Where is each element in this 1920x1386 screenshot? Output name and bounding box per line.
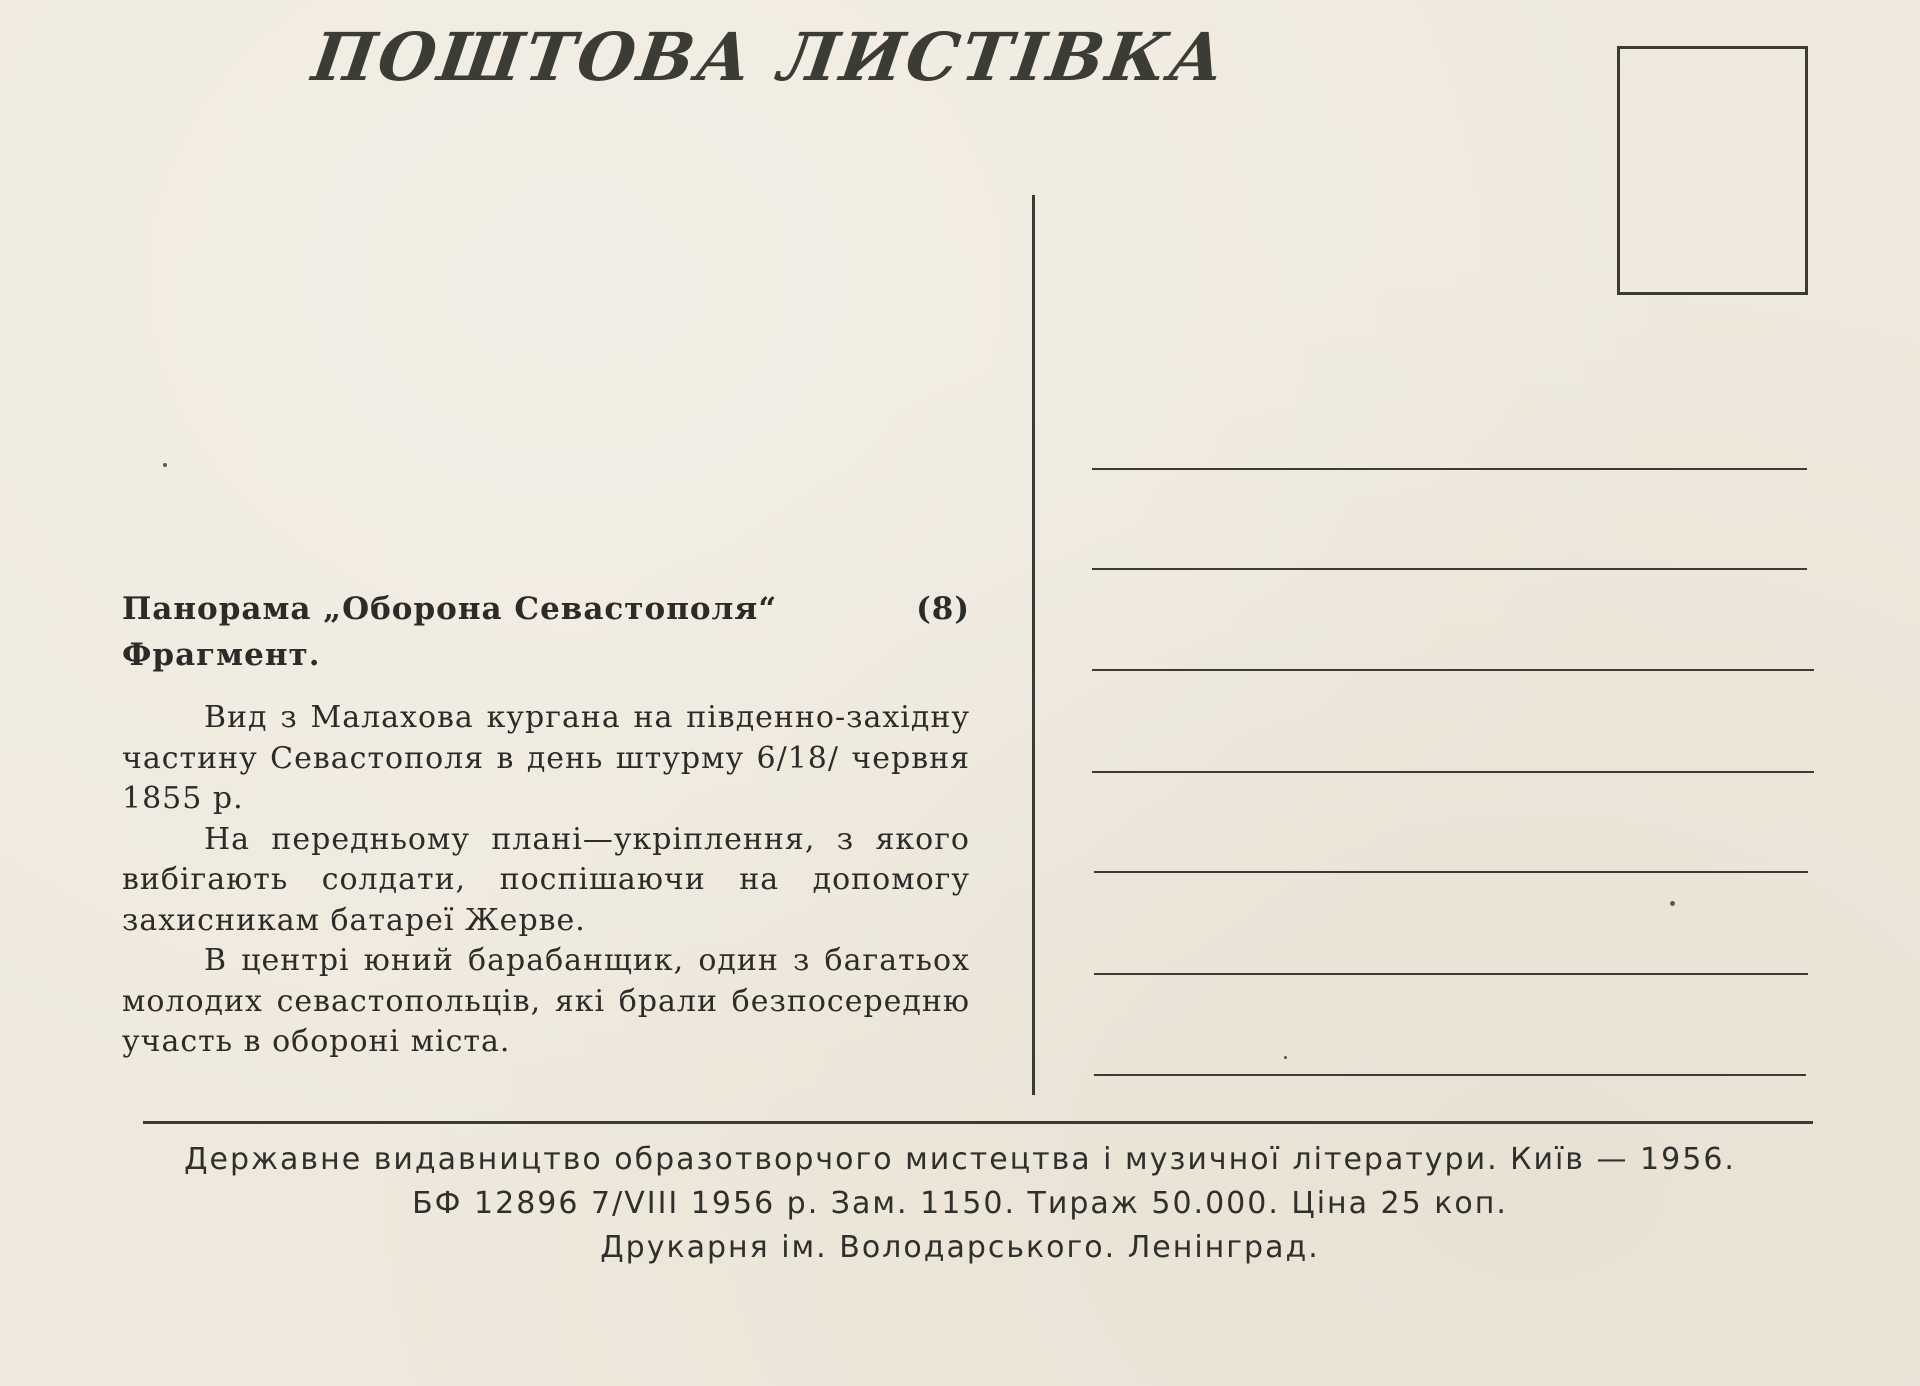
paper-speck	[163, 463, 167, 467]
address-line	[1092, 669, 1814, 671]
caption-title-row	[122, 586, 970, 632]
address-line	[1092, 771, 1814, 773]
address-line	[1094, 871, 1808, 873]
paper-speck	[1670, 901, 1675, 906]
caption-title: Панорама „Оборона Севастополя“	[122, 591, 778, 627]
address-line	[1094, 973, 1808, 975]
address-line	[1092, 468, 1807, 470]
publisher-imprint	[0, 1138, 1920, 1270]
imprint-line-print-run: БФ 12896 7/VIII 1956 р. Зам. 1150. Тираж 50.000. Ціна 25 коп.	[412, 1186, 1508, 1221]
imprint-line-publisher: Державне видавництво образотворчого мистецтва і музичної літератури. Київ — 1956.	[184, 1142, 1736, 1177]
caption-paragraph: В центрі юний барабанщик, один з багатьох молодих севастопольців, які брали безпосередню участь в обороні міста.	[122, 943, 970, 1059]
paper-speck	[1284, 1056, 1287, 1059]
stamp-placeholder-box	[1617, 46, 1808, 295]
artwork-caption	[122, 586, 970, 1063]
vertical-divider	[1032, 195, 1035, 1095]
postcard-header-title: ПОШТОВА ЛИСТІВКА	[307, 18, 1233, 96]
caption-number: (8)	[916, 591, 970, 627]
imprint-line-printer: Друкарня ім. Володарського. Ленінград.	[600, 1230, 1320, 1265]
footer-rule	[143, 1121, 1813, 1124]
caption-paragraph: Вид з Малахова кургана на південно-західну частину Севастополя в день штурму 6/18/ червня 1855 р.	[122, 700, 970, 816]
caption-body	[122, 698, 970, 1063]
caption-subtitle: Фрагмент.	[122, 637, 321, 673]
caption-paragraph: На передньому плані—укріплення, з якого вибігають солдати, поспішаючи на допомогу захисникам батареї Жерве.	[122, 821, 970, 938]
address-line	[1094, 1074, 1806, 1076]
address-line	[1092, 568, 1807, 570]
